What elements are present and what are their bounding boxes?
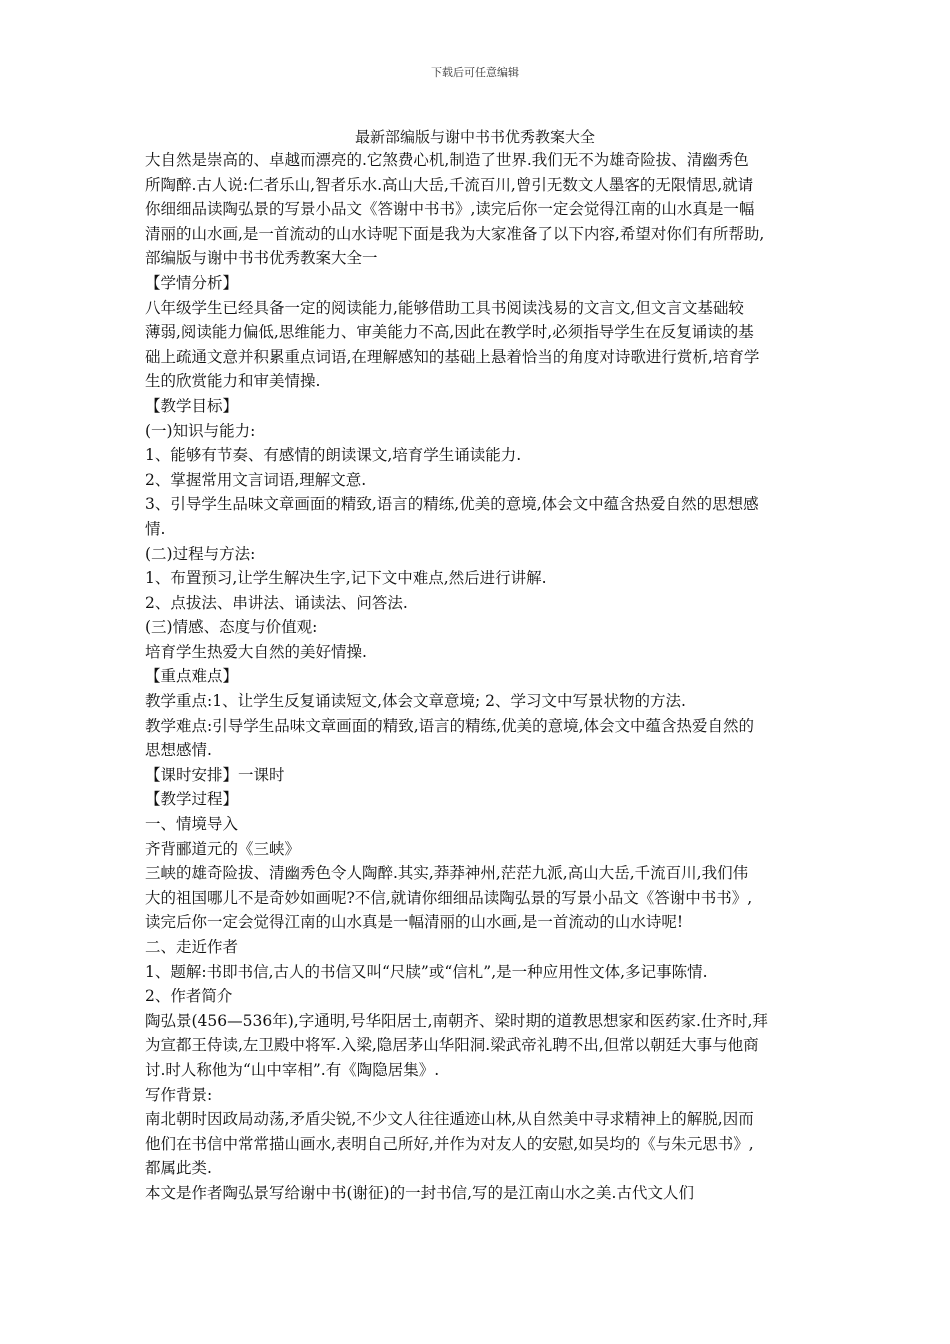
text-line: 2、点拔法、串讲法、诵读法、问答法. — [145, 593, 408, 612]
text-line: 1、布置预习,让学生解决生字,记下文中难点,然后进行讲解. — [145, 569, 547, 588]
text-line: 写作背景: — [145, 1085, 213, 1104]
text-line: 你细细品读陶弘景的写景小品文《答谢中书书》,读完后你一定会觉得江南的山水真是一幅 — [145, 200, 755, 219]
text-line: 讨.时人称他为“山中宰相”.有《陶隐居集》. — [145, 1060, 440, 1079]
document-body — [145, 148, 810, 1206]
text-line: (一)知识与能力: — [145, 421, 256, 440]
text-line: 教学难点:引导学生品味文章画面的精致,语言的精练,优美的意境,体会文中蕴含热爱自然的 — [145, 716, 755, 735]
text-line: 他们在书信中常常描山画水,表明自己所好,并作为对友人的安慰,如吴均的《与朱元思书》, — [145, 1134, 754, 1153]
text-line: 2、作者简介 — [145, 987, 233, 1006]
text-line: 情. — [145, 519, 166, 538]
text-line: 南北朝时因政局动荡,矛盾尖锐,不少文人往往遁迹山林,从自然美中寻求精神上的解脱,因而 — [145, 1110, 754, 1129]
text-line: 二、走近作者 — [145, 938, 239, 956]
header-note: 下载后可任意编辑 — [431, 66, 519, 79]
text-line: (二)过程与方法: — [145, 544, 256, 563]
text-line: 一、情境导入 — [145, 815, 239, 834]
text-line: 八年级学生已经具备一定的阅读能力,能够借助工具书阅读浅易的文言文,但文言文基础较 — [145, 298, 744, 317]
text-line: 三峡的雄奇险拔、清幽秀色令人陶醉.其实,莽莽神州,茫茫九派,高山大岳,千流百川,我们伟 — [145, 864, 749, 883]
text-line: 都属此类. — [145, 1159, 212, 1178]
text-line: 1、题解:书即书信,古人的书信又叫“尺牍”或“信札”,是一种应用性文体,多记事陈情. — [145, 962, 708, 981]
text-line: 【学情分析】 — [145, 273, 239, 292]
text-line: 【教学目标】 — [145, 396, 239, 415]
text-line: 1、能够有节奏、有感情的朗读课文,培育学生诵读能力. — [145, 446, 522, 465]
text-line: (三)情感、态度与价值观: — [145, 618, 318, 637]
text-line: 清丽的山水画,是一首流动的山水诗呢下面是我为大家准备了以下内容,希望对你们有所帮助, — [145, 224, 765, 243]
text-line: 3、引导学生品味文章画面的精致,语言的精练,优美的意境,体会文中蕴含热爱自然的思想感 — [145, 495, 759, 514]
text-line: 读完后你一定会觉得江南的山水真是一幅清丽的山水画,是一首流动的山水诗呢! — [145, 913, 684, 932]
text-line: 所陶醉.古人说:仁者乐山,智者乐水.高山大岳,千流百川,曾引无数文人墨客的无限情思,就请 — [145, 175, 754, 194]
text-line: 教学重点:1、让学生反复诵读短文,体会文章意境; 2、学习文中写景状物的方法. — [145, 692, 686, 711]
document-title: 最新部编版与谢中书书优秀教案大全 — [354, 128, 595, 146]
text-line: 本文是作者陶弘景写给谢中书(谢征)的一封书信,写的是江南山水之美.古代文人们 — [145, 1183, 694, 1202]
text-line: 陶弘景(456—536年),字通明,号华阳居士,南朝齐、梁时期的道教思想家和医药家.仕齐时,拜 — [145, 1011, 768, 1030]
text-line: 大的祖国哪儿不是奇妙如画呢?不信,就请你细细品读陶弘景的写景小品文《答谢中书书》, — [145, 888, 753, 907]
text-line: 【课时安排】一课时 — [145, 765, 285, 784]
text-line: 为宣都王侍读,左卫殿中将军.入梁,隐居茅山华阳洞.梁武帝礼聘不出,但常以朝廷大事与他商 — [145, 1036, 759, 1055]
text-line: 2、掌握常用文言词语,理解文意. — [145, 470, 367, 489]
text-line: 薄弱,阅读能力偏低,思维能力、审美能力不高,因此在教学时,必须指导学生在反复诵读的基 — [145, 323, 754, 342]
text-line: 思想感情. — [145, 741, 212, 760]
text-line: 【教学过程】 — [145, 790, 239, 809]
text-line: 生的欣赏能力和审美情操. — [145, 372, 321, 391]
text-line: 【重点难点】 — [145, 667, 239, 686]
text-line: 部编版与谢中书书优秀教案大全一 — [145, 249, 378, 268]
text-line: 齐背郦道元的《三峡》 — [145, 839, 301, 858]
text-line: 培育学生热爱大自然的美好情操. — [145, 642, 367, 661]
text-line: 大自然是崇高的、卓越而漂亮的.它煞费心机,制造了世界.我们无不为雄奇险拔、清幽秀色 — [145, 151, 749, 169]
text-line: 础上疏通文意并积累重点词语,在理解感知的基础上悬着恰当的角度对诗歌进行赏析,培育学 — [145, 347, 760, 366]
